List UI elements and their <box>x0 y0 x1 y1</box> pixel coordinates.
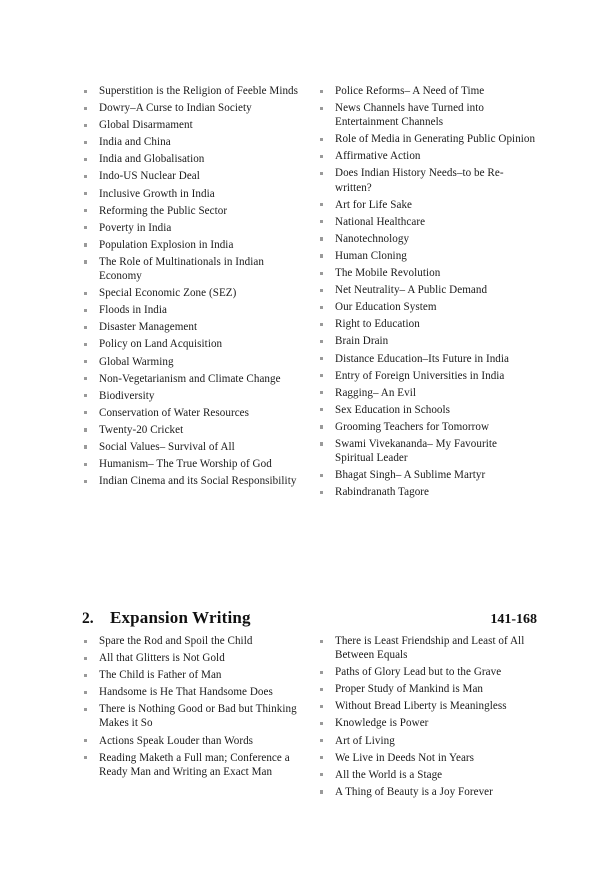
list-item <box>318 232 536 246</box>
section-left-list <box>82 634 300 779</box>
list-item <box>318 716 536 730</box>
square-bullet-icon <box>84 674 87 677</box>
list-item <box>318 84 536 98</box>
list-item-label: Does Indian History Needs–to be Re-written? <box>335 167 504 194</box>
square-bullet-icon <box>84 309 87 312</box>
list-item-label: Floods in India <box>99 304 168 317</box>
square-bullet-icon <box>84 107 87 110</box>
list-item <box>318 101 536 129</box>
list-item <box>318 420 536 434</box>
square-bullet-icon <box>84 480 87 483</box>
list-item <box>318 768 536 782</box>
list-item <box>82 440 300 454</box>
list-item-label: All the World is a Stage <box>335 768 443 781</box>
square-bullet-icon <box>320 790 323 793</box>
square-bullet-icon <box>320 289 323 292</box>
contents-right-column <box>318 84 536 502</box>
list-item-label: There is Nothing Good or Bad but Thinking Makes it So <box>99 703 297 730</box>
list-item-label: Nanotechnology <box>335 232 410 245</box>
list-item-label: The Child is Father of Man <box>99 669 222 682</box>
list-item-label: Social Values– Survival of All <box>99 440 235 453</box>
square-bullet-icon <box>84 708 87 711</box>
list-item <box>318 386 536 400</box>
square-bullet-icon <box>320 773 323 776</box>
list-item-label: Police Reforms– A Need of Time <box>335 85 485 97</box>
list-item-label: Policy on Land Acquisition <box>99 338 223 351</box>
square-bullet-icon <box>84 445 87 448</box>
list-item <box>318 352 536 366</box>
list-item-label: Distance Education–Its Future in India <box>335 352 510 365</box>
list-item <box>318 166 536 194</box>
list-item <box>318 403 536 417</box>
square-bullet-icon <box>320 391 323 394</box>
square-bullet-icon <box>84 343 87 346</box>
square-bullet-icon <box>84 124 87 127</box>
list-item-label: Paths of Glory Lead but to the Grave <box>335 666 502 679</box>
contents-right-list <box>318 84 536 499</box>
square-bullet-icon <box>84 640 87 643</box>
square-bullet-icon <box>320 640 323 643</box>
list-item-label: All that Glitters is Not Gold <box>99 652 225 665</box>
list-item <box>318 751 536 765</box>
list-item <box>318 734 536 748</box>
square-bullet-icon <box>320 739 323 742</box>
section-right-list <box>318 634 536 799</box>
section-left-column <box>82 634 300 782</box>
square-bullet-icon <box>320 323 323 326</box>
list-item <box>82 423 300 437</box>
list-item-label: Non-Vegetarianism and Climate Change <box>99 372 281 385</box>
list-item <box>318 437 536 465</box>
square-bullet-icon <box>84 175 87 178</box>
list-item-label: Handsome is He That Handsome Does <box>99 686 273 699</box>
list-item-label: Spare the Rod and Spoil the Child <box>99 635 253 647</box>
list-item-label: Proper Study of Mankind is Man <box>335 683 484 696</box>
list-item <box>82 135 300 149</box>
square-bullet-icon <box>84 657 87 660</box>
section-number: 2. <box>82 610 94 627</box>
list-item-label: Inclusive Growth in India <box>99 187 215 200</box>
square-bullet-icon <box>84 463 87 466</box>
list-item <box>318 468 536 482</box>
list-item-label: Art for Life Sake <box>335 198 413 211</box>
square-bullet-icon <box>320 90 323 93</box>
square-bullet-icon <box>320 442 323 445</box>
list-item <box>318 665 536 679</box>
list-item-label: India and China <box>99 136 171 149</box>
contents-list-continued <box>82 84 537 502</box>
square-bullet-icon <box>84 260 87 263</box>
list-item-label: Role of Media in Generating Public Opinion <box>335 133 536 146</box>
list-item <box>318 369 536 383</box>
list-item-label: Net Neutrality– A Public Demand <box>335 284 488 297</box>
list-item-label: Biodiversity <box>99 389 155 402</box>
square-bullet-icon <box>84 756 87 759</box>
list-item <box>82 457 300 471</box>
list-item <box>82 152 300 166</box>
list-item <box>318 266 536 280</box>
square-bullet-icon <box>320 254 323 257</box>
square-bullet-icon <box>320 705 323 708</box>
list-item <box>318 215 536 229</box>
square-bullet-icon <box>320 172 323 175</box>
section-right-column <box>318 634 536 802</box>
list-item <box>82 255 300 283</box>
square-bullet-icon <box>320 408 323 411</box>
list-item <box>82 320 300 334</box>
list-item-label: Reading Maketh a Full man; Conference a Ready Man and Writing an Exact Man <box>99 751 290 778</box>
square-bullet-icon <box>320 340 323 343</box>
list-item-label: Global Warming <box>99 355 174 368</box>
square-bullet-icon <box>84 394 87 397</box>
list-item-label: Entry of Foreign Universities in India <box>335 369 505 382</box>
square-bullet-icon <box>320 272 323 275</box>
square-bullet-icon <box>320 491 323 494</box>
list-item-label: Without Bread Liberty is Meaningless <box>335 700 507 713</box>
list-item <box>82 751 300 779</box>
list-item-label: The Role of Multinationals in Indian Economy <box>99 255 264 283</box>
square-bullet-icon <box>84 739 87 742</box>
list-item-label: Dowry–A Curse to Indian Society <box>99 102 252 115</box>
list-item-label: Ragging– An Evil <box>335 386 417 399</box>
list-item <box>82 84 300 98</box>
list-item <box>318 283 536 297</box>
list-item <box>318 198 536 212</box>
square-bullet-icon <box>320 107 323 110</box>
list-item <box>82 187 300 201</box>
square-bullet-icon <box>320 425 323 428</box>
square-bullet-icon <box>84 90 87 93</box>
section-page-range: 141-168 <box>490 612 537 627</box>
list-item <box>82 702 300 730</box>
square-bullet-icon <box>84 691 87 694</box>
list-item-label: Indo-US Nuclear Deal <box>99 170 200 183</box>
square-bullet-icon <box>320 722 323 725</box>
list-item <box>318 249 536 263</box>
square-bullet-icon <box>84 209 87 212</box>
list-item-label: Knowledge is Power <box>335 717 429 730</box>
list-item-label: Swami Vivekananda– My Favourite Spiritual Leader <box>335 437 497 465</box>
list-item <box>82 651 300 665</box>
list-item-label: Grooming Teachers for Tomorrow <box>335 420 490 433</box>
list-item-label: Affirmative Action <box>335 150 421 163</box>
list-item <box>82 238 300 252</box>
list-item <box>82 355 300 369</box>
list-item-label: Humanism– The True Worship of God <box>99 458 272 471</box>
list-item <box>318 785 536 799</box>
square-bullet-icon <box>320 474 323 477</box>
list-item-label: Bhagat Singh– A Sublime Martyr <box>335 469 486 482</box>
list-item <box>82 668 300 682</box>
list-item-label: Human Cloning <box>335 249 407 262</box>
list-item-label: Poverty in India <box>99 221 172 234</box>
list-item <box>318 132 536 146</box>
list-item <box>82 474 300 488</box>
list-item <box>82 221 300 235</box>
square-bullet-icon <box>320 671 323 674</box>
square-bullet-icon <box>84 360 87 363</box>
list-item <box>318 317 536 331</box>
list-item <box>82 406 300 420</box>
square-bullet-icon <box>320 688 323 691</box>
list-item-label: Our Education System <box>335 301 437 314</box>
square-bullet-icon <box>84 192 87 195</box>
list-item-label: Twenty-20 Cricket <box>99 423 184 436</box>
list-item <box>318 699 536 713</box>
list-item-label: Population Explosion in India <box>99 238 234 251</box>
list-item <box>82 337 300 351</box>
list-item <box>318 485 536 499</box>
square-bullet-icon <box>84 292 87 295</box>
square-bullet-icon <box>320 155 323 158</box>
list-item-label: Superstition is the Religion of Feeble Minds <box>99 85 299 97</box>
list-item <box>318 334 536 348</box>
square-bullet-icon <box>84 243 87 246</box>
list-item-label: Conservation of Water Resources <box>99 406 250 419</box>
section-heading <box>82 608 537 628</box>
list-item-label: There is Least Friendship and Least of All Between Equals <box>335 635 525 662</box>
list-item <box>82 118 300 132</box>
square-bullet-icon <box>320 138 323 141</box>
list-item <box>82 303 300 317</box>
square-bullet-icon <box>84 141 87 144</box>
list-item-label: Indian Cinema and its Social Responsibility <box>99 475 297 488</box>
list-item-label: The Mobile Revolution <box>335 267 441 280</box>
list-item <box>82 286 300 300</box>
list-item <box>318 149 536 163</box>
list-item-label: Brain Drain <box>335 335 389 348</box>
list-item-label: We Live in Deeds Not in Years <box>335 751 475 764</box>
list-item-label: Sex Education in Schools <box>335 403 451 416</box>
square-bullet-icon <box>84 226 87 229</box>
square-bullet-icon <box>84 326 87 329</box>
square-bullet-icon <box>84 411 87 414</box>
square-bullet-icon <box>320 357 323 360</box>
list-item-label: A Thing of Beauty is a Joy Forever <box>335 785 493 798</box>
list-item <box>82 169 300 183</box>
section-topics-list <box>82 634 537 802</box>
list-item-label: Rabindranath Tagore <box>335 486 430 499</box>
square-bullet-icon <box>320 203 323 206</box>
list-item <box>82 634 300 648</box>
square-bullet-icon <box>84 377 87 380</box>
square-bullet-icon <box>320 374 323 377</box>
list-item-label: Actions Speak Louder than Words <box>99 734 254 747</box>
list-item <box>318 682 536 696</box>
contents-left-column <box>82 84 300 491</box>
square-bullet-icon <box>320 756 323 759</box>
list-item <box>318 634 536 662</box>
list-item-label: Special Economic Zone (SEZ) <box>99 287 237 300</box>
list-item <box>318 300 536 314</box>
square-bullet-icon <box>84 158 87 161</box>
list-item-label: News Channels have Turned into Entertainment Channels <box>335 102 484 129</box>
list-item <box>82 372 300 386</box>
list-item <box>82 734 300 748</box>
list-item <box>82 685 300 699</box>
list-item-label: India and Globalisation <box>99 153 205 166</box>
section-title: Expansion Writing <box>110 608 251 627</box>
list-item-label: National Healthcare <box>335 215 426 228</box>
square-bullet-icon <box>320 220 323 223</box>
list-item-label: Right to Education <box>335 318 420 331</box>
square-bullet-icon <box>320 306 323 309</box>
list-item-label: Reforming the Public Sector <box>99 204 228 217</box>
square-bullet-icon <box>320 237 323 240</box>
list-item-label: Disaster Management <box>99 321 198 334</box>
square-bullet-icon <box>84 428 87 431</box>
list-item <box>82 101 300 115</box>
list-item-label: Art of Living <box>335 734 395 747</box>
list-item <box>82 204 300 218</box>
list-item <box>82 389 300 403</box>
list-item-label: Global Disarmament <box>99 119 193 132</box>
contents-left-list <box>82 84 300 488</box>
